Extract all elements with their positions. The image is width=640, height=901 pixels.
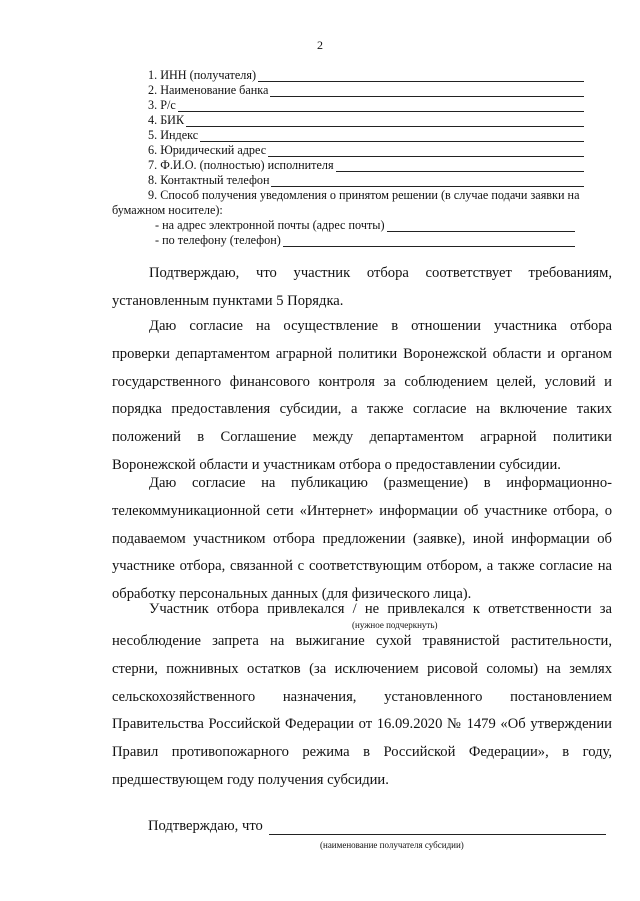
paragraph-line: Правительства Российской Федерации от 16.09.2020 № 1479 «Об утверждении [112, 716, 612, 733]
field-label: 1. ИНН (получателя) [148, 68, 257, 82]
paragraph-consent-inspection [112, 313, 612, 480]
page-number: 2 [317, 38, 323, 52]
notification-method-line2: бумажном носителе): [112, 203, 223, 217]
field-notify-phone [155, 233, 575, 247]
field-executor-name [148, 158, 584, 172]
paragraph-confirm-requirements [112, 260, 612, 316]
paragraph-line: обработку персональных данных (для физического лица). [112, 586, 472, 603]
paragraph-line: телекоммуникационной сети «Интернет» информации об участнике отбора, о [112, 502, 612, 519]
field-label: 8. Контактный телефон [148, 173, 270, 187]
field-label: - по телефону (телефон) [155, 233, 281, 247]
recipient-blank-line [269, 818, 606, 835]
confirm-label: Подтверждаю, что [148, 818, 263, 834]
paragraph-line: предшествующем году получения субсидии. [112, 771, 389, 788]
field-label: 5. Индекс [148, 128, 199, 142]
paragraph-line: участнике отбора, связанной с соответствующим отбором, а также согласие на [112, 558, 612, 575]
paragraph-line: установленным пунктами 5 Порядка. [112, 292, 344, 309]
field-inn [148, 68, 584, 82]
field-label: 6. Юридический адрес [148, 143, 267, 157]
field-blank-line [268, 145, 584, 157]
field-blank-line [336, 160, 584, 172]
paragraph-line: порядка предоставления субсидии, а также согласие на включение таких [112, 401, 612, 418]
field-blank-line [200, 130, 584, 142]
field-label: 4. БИК [148, 113, 185, 127]
paragraph-line: стерни, пожнивных остатков (за исключением рисовой соломы) на землях [112, 660, 612, 677]
paragraph-consent-publication [112, 470, 612, 609]
field-notify-email [155, 218, 575, 232]
underline-hint: (нужное подчеркнуть) [352, 620, 438, 630]
paragraph-line: несоблюдение запрета на выжигание сухой травянистой растительности, [112, 633, 612, 649]
field-bank-name [148, 83, 584, 97]
field-blank-line [186, 115, 584, 127]
notification-method-line1: 9. Способ получения уведомления о принятом решении (в случае подачи заявки на [148, 188, 580, 202]
field-label: - на адрес электронной почты (адрес почты) [155, 218, 385, 232]
field-label: 3. Р/с [148, 98, 176, 112]
paragraph-line: подаваемом участником отбора предложении (заявке), иной информации об [112, 530, 612, 547]
paragraph-line: сельскохозяйственного назначения, установленного постановлением [112, 688, 612, 705]
field-label: 7. Ф.И.О. (полностью) исполнителя [148, 158, 334, 172]
field-contact-phone [148, 173, 584, 187]
paragraph-line: Даю согласие на публикацию (размещение) в информационно- [149, 475, 612, 491]
field-blank-line [387, 220, 575, 232]
paragraph-line: Правил противопожарного режима в Российской Федерации», в году, [112, 744, 612, 761]
field-blank-line [271, 175, 584, 187]
field-index [148, 128, 584, 142]
paragraph-line: Участник отбора привлекался / не привлекался к ответственности за [149, 601, 612, 617]
paragraph-line: положений в Соглашение между департаментом аграрной политики [112, 429, 612, 446]
field-blank-line [283, 235, 575, 247]
recipient-hint: (наименование получателя субсидии) [320, 840, 464, 850]
confirm-recipient-field [148, 815, 606, 835]
field-blank-line [258, 70, 584, 82]
paragraph-line: проверки департаментом аграрной политики Воронежской области и органом [112, 345, 612, 362]
field-blank-line [270, 85, 584, 97]
field-bik [148, 113, 584, 127]
paragraph-line: государственного финансового контроля за соблюдением целей, условий и [112, 373, 612, 390]
paragraph-liability-continued [112, 628, 612, 795]
paragraph-line: Подтверждаю, что участник отбора соответствует требованиям, [149, 265, 612, 281]
field-legal-address [148, 143, 584, 157]
field-label: 2. Наименование банка [148, 83, 269, 97]
field-account [148, 98, 584, 112]
field-blank-line [178, 100, 584, 112]
paragraph-line: Даю согласие на осуществление в отношении участника отбора [149, 318, 612, 334]
paragraph-line: Воронежской области и участникам отбора о предоставлении субсидии. [112, 456, 561, 473]
